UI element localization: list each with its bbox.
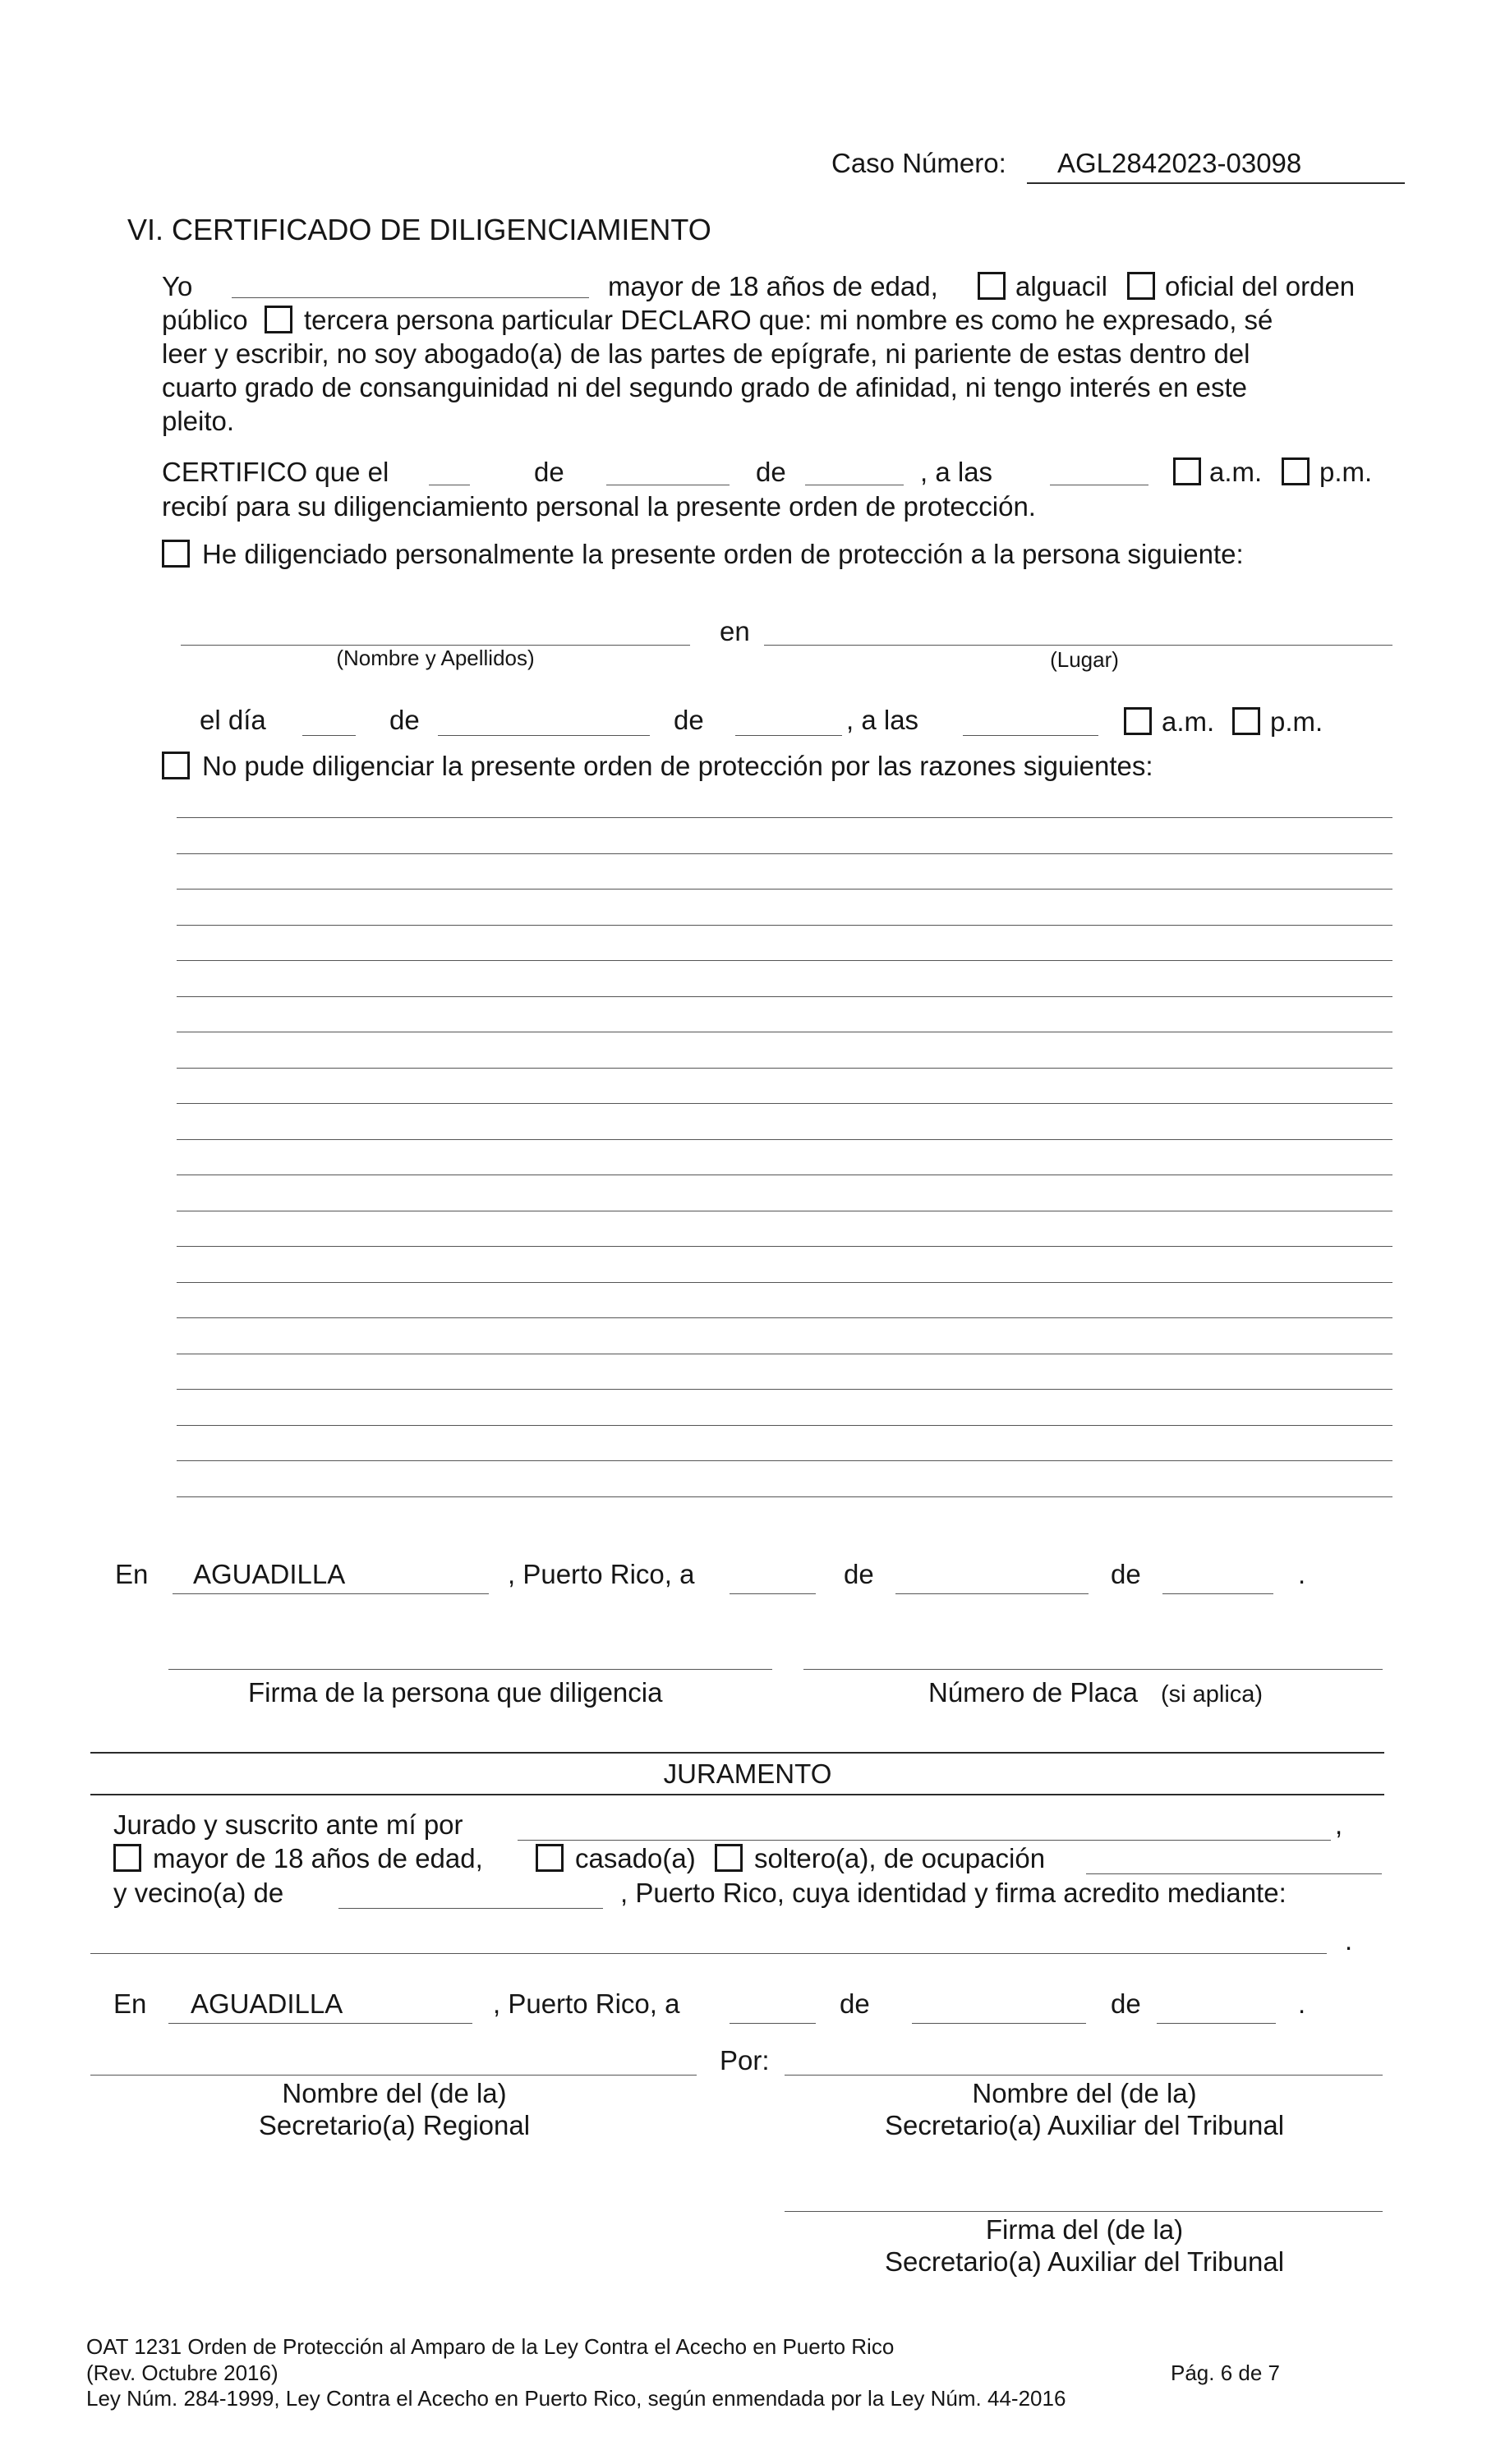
declaration-yo: Yo [162, 271, 193, 301]
dia-month-line[interactable] [438, 735, 650, 736]
jur-place-year-line[interactable] [1157, 2023, 1276, 2024]
soltero-checkbox[interactable] [715, 1844, 743, 1872]
place-year-line[interactable] [1162, 1593, 1273, 1594]
reason-line[interactable] [177, 1317, 1392, 1318]
por-label: Por: [720, 2045, 770, 2076]
dia-pm-checkbox[interactable] [1232, 707, 1260, 735]
firma-line[interactable] [168, 1669, 772, 1670]
certifico-pm-checkbox[interactable] [1282, 457, 1310, 485]
place-month-line[interactable] [895, 1593, 1089, 1594]
footer-form-title: OAT 1231 Orden de Protección al Amparo de la Ley Contra el Acecho en Puerto Rico [86, 2334, 895, 2359]
auxiliar-caption-1: Nombre del (de la) [972, 2078, 1197, 2108]
reason-line[interactable] [177, 1460, 1392, 1461]
placa-caption: Número de Placa [928, 1677, 1138, 1708]
dia-a-las: , a las [846, 705, 919, 735]
firma-auxiliar-line[interactable] [785, 2211, 1383, 2212]
dia-time-line[interactable] [963, 735, 1098, 736]
identidad-dot: . [1345, 1925, 1353, 1956]
no-pude-checkbox[interactable] [162, 752, 190, 779]
case-number-label: Caso Número: [831, 148, 1006, 178]
identidad-line[interactable] [90, 1953, 1327, 1954]
certifico-a-las: , a las [920, 457, 993, 487]
diligenciado-en: en [720, 616, 750, 646]
vecino-rest: , Puerto Rico, cuya identidad y firma acredito mediante: [620, 1878, 1287, 1908]
vecino-line[interactable] [338, 1908, 603, 1909]
jurado-mayor-label: mayor de 18 años de edad, [153, 1843, 483, 1873]
footer-page-number: Pág. 6 de 7 [1171, 2361, 1280, 2385]
certifico-de2: de [756, 457, 786, 487]
nombre-caption: (Nombre y Apellidos) [336, 646, 535, 670]
reason-line[interactable] [177, 1282, 1392, 1283]
reason-line[interactable] [177, 1068, 1392, 1069]
placa-note: (si aplica) [1161, 1681, 1264, 1708]
publico-label: público [162, 305, 248, 335]
reason-line[interactable] [177, 1103, 1392, 1104]
jur-place-day-line[interactable] [730, 2023, 816, 2024]
place-line[interactable] [764, 645, 1392, 646]
firma-auxiliar-caption-2: Secretario(a) Auxiliar del Tribunal [884, 2246, 1285, 2277]
firma-caption: Firma de la persona que diligencia [248, 1677, 663, 1708]
place-pr: , Puerto Rico, a [508, 1559, 695, 1589]
tercera-persona-checkbox[interactable] [265, 306, 292, 333]
placa-line[interactable] [803, 1669, 1383, 1670]
jur-place-city-line [168, 2023, 472, 2024]
casado-label: casado(a) [575, 1843, 696, 1873]
oficial-label: oficial del orden [1165, 271, 1356, 301]
juramento-title: JURAMENTO [663, 1758, 832, 1789]
dia-day-line[interactable] [302, 735, 356, 736]
reason-line[interactable] [177, 960, 1392, 961]
case-number-underline [1027, 182, 1405, 184]
reason-line[interactable] [177, 996, 1392, 997]
reason-line[interactable] [177, 1425, 1392, 1426]
ocupacion-line[interactable] [1086, 1873, 1382, 1874]
section-title: VI. CERTIFICADO DE DILIGENCIAMIENTO [127, 213, 711, 246]
juramento-line1: Jurado y suscrito ante mí por [113, 1809, 463, 1840]
dia-year-line[interactable] [735, 735, 842, 736]
dia-am-checkbox[interactable] [1124, 707, 1152, 735]
jur-place-de2: de [1111, 1988, 1141, 2019]
declaration-mayor: mayor de 18 años de edad, [608, 271, 938, 301]
dia-de1: de [389, 705, 420, 735]
reason-line[interactable] [177, 1496, 1392, 1497]
footer-law: Ley Núm. 284-1999, Ley Contra el Acecho en Puerto Rico, según enmendada por la Ley Núm. 44-2016 [86, 2386, 1066, 2411]
no-pude-text: No pude diligenciar la presente orden de protección por las razones siguientes: [202, 751, 1153, 781]
jur-place-month-line[interactable] [912, 2023, 1086, 2024]
jur-place-dot: . [1298, 1988, 1306, 2019]
jur-place-pr: , Puerto Rico, a [493, 1988, 680, 2019]
certifico-am-checkbox[interactable] [1173, 457, 1201, 485]
lugar-caption: (Lugar) [1050, 647, 1119, 672]
footer-revision: (Rev. Octubre 2016) [86, 2361, 278, 2385]
certifico-pm-label: p.m. [1319, 457, 1373, 487]
diligenciado-text: He diligenciado personalmente la presente orden de protección a la persona siguiente: [202, 539, 1244, 569]
place-city: AGUADILLA [193, 1559, 346, 1589]
jurado-mayor-checkbox[interactable] [113, 1844, 141, 1872]
alguacil-label: alguacil [1015, 271, 1107, 301]
secretario-auxiliar-line[interactable] [785, 2075, 1383, 2076]
certifico-line2: recibí para su diligenciamiento personal la presente orden de protección. [162, 491, 1036, 522]
declaration-line3: leer y escribir, no soy abogado(a) de las partes de epígrafe, ni pariente de estas dentro del [162, 338, 1250, 369]
reasons-lines[interactable] [177, 817, 1392, 1524]
certifico-lead: CERTIFICO que el [162, 457, 389, 487]
diligenciado-checkbox[interactable] [162, 540, 190, 568]
place-day-line[interactable] [730, 1593, 816, 1594]
soltero-label: soltero(a), de ocupación [754, 1843, 1046, 1873]
reason-line[interactable] [177, 1139, 1392, 1140]
regional-caption-1: Nombre del (de la) [282, 2078, 507, 2108]
dia-de2: de [674, 705, 704, 735]
dia-pm-label: p.m. [1270, 706, 1323, 737]
place-city-line [173, 1593, 489, 1594]
certifico-de1: de [534, 457, 564, 487]
el-dia-label: el día [200, 705, 266, 735]
juramento-comma: , [1335, 1809, 1343, 1840]
place-de1: de [844, 1559, 874, 1589]
reason-line[interactable] [177, 1389, 1392, 1390]
place-en: En [115, 1559, 149, 1589]
reason-line[interactable] [177, 853, 1392, 854]
secretario-regional-line[interactable] [90, 2075, 697, 2076]
juramento-top-rule [90, 1752, 1384, 1754]
declaration-line5: pleito. [162, 406, 235, 436]
regional-caption-2: Secretario(a) Regional [258, 2110, 531, 2140]
certifico-am-label: a.m. [1209, 457, 1263, 487]
oficial-checkbox[interactable] [1127, 272, 1155, 300]
reason-line[interactable] [177, 1246, 1392, 1247]
auxiliar-caption-2: Secretario(a) Auxiliar del Tribunal [884, 2110, 1285, 2140]
vecino-label: y vecino(a) de [113, 1878, 284, 1908]
jurado-name-line[interactable] [518, 1840, 1331, 1841]
juramento-bottom-rule [90, 1794, 1384, 1795]
reason-line[interactable] [177, 817, 1392, 818]
jur-place-en: En [113, 1988, 147, 2019]
jur-place-de1: de [840, 1988, 870, 2019]
declaration-line2: tercera persona particular DECLARO que: mi nombre es como he expresado, sé [304, 305, 1273, 335]
declaration-line4: cuarto grado de consanguinidad ni del segundo grado de afinidad, ni tengo interés en este [162, 372, 1247, 402]
reason-line[interactable] [177, 889, 1392, 890]
casado-checkbox[interactable] [536, 1844, 564, 1872]
place-de2: de [1111, 1559, 1141, 1589]
alguacil-checkbox[interactable] [978, 272, 1006, 300]
jur-place-city: AGUADILLA [191, 1988, 343, 2019]
reason-line[interactable] [177, 925, 1392, 926]
case-number-value: AGL2842023-03098 [1057, 148, 1302, 178]
dia-am-label: a.m. [1162, 706, 1215, 737]
declarant-name-line[interactable] [232, 297, 589, 298]
place-dot: . [1298, 1559, 1306, 1589]
firma-auxiliar-caption-1: Firma del (de la) [985, 2214, 1184, 2245]
